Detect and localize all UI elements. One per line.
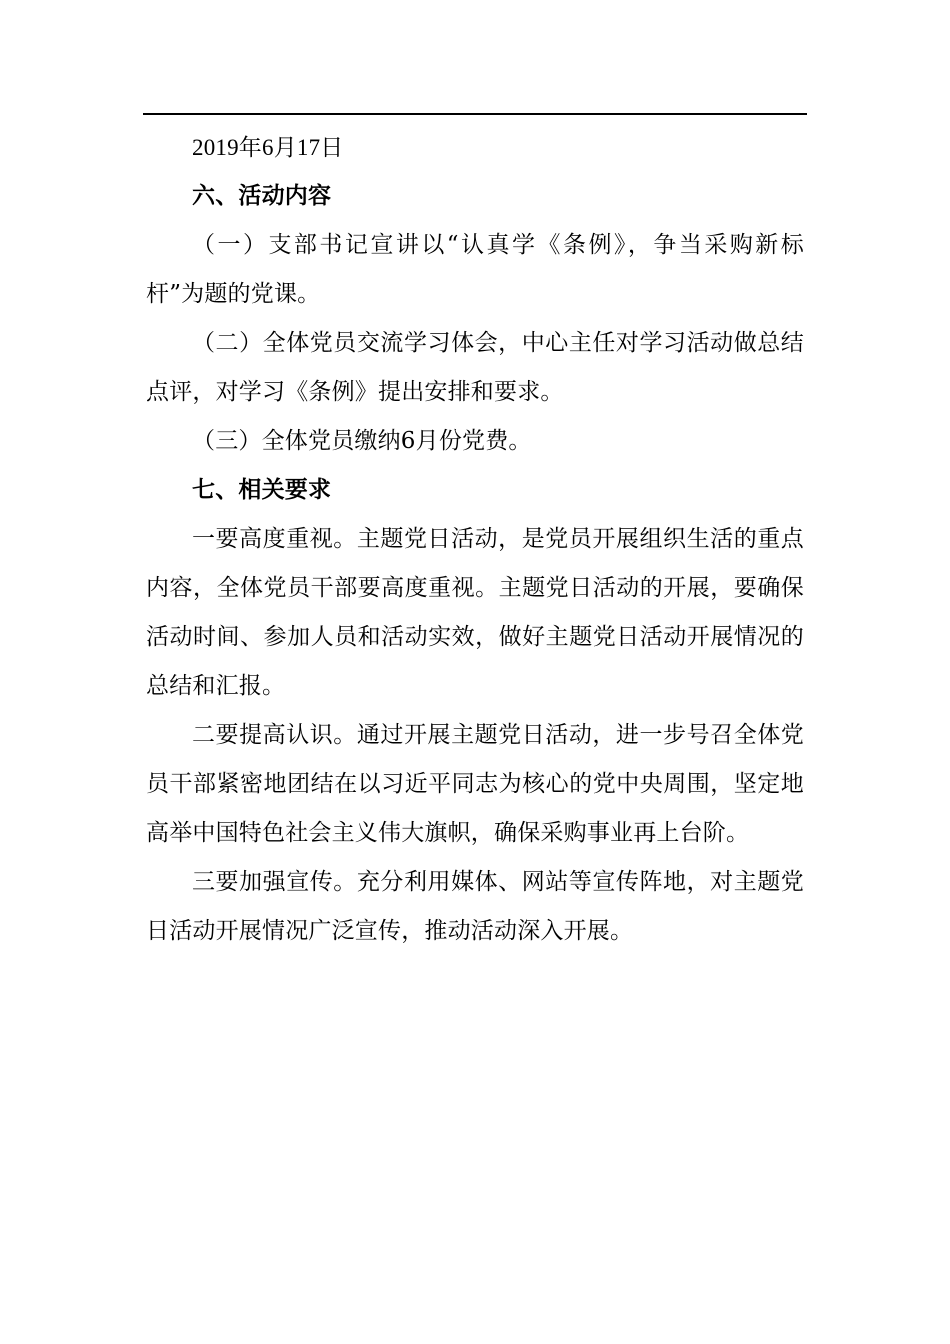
top-divider <box>143 113 807 115</box>
section-heading-activity-content: 六、活动内容 <box>192 183 332 209</box>
requirement-paragraph-2: 二要提高认识。通过开展主题党日活动，进一步号召全体党员干部紧密地团结在以习近平同志为核心的党中央周围，坚定地高举中国特色社会主义伟大旗帜，确保采购事业再上台阶。 <box>146 722 804 846</box>
activity-item-2: （二）全体党员交流学习体会，中心主任对学习活动做总结点评，对学习《条例》提出安排和要求。 <box>146 330 804 405</box>
requirement-paragraph-3: 三要加强宣传。充分利用媒体、网站等宣传阵地，对主题党日活动开展情况广泛宣传，推动活动深入开展。 <box>146 869 804 944</box>
document-body <box>146 123 804 956</box>
requirement-paragraph-1: 一要高度重视。主题党日活动，是党员开展组织生活的重点内容，全体党员干部要高度重视。主题党日活动的开展，要确保活动时间、参加人员和活动实效，做好主题党日活动开展情况的总结和汇报。 <box>146 526 804 699</box>
date-line: 2019年6月17日 <box>192 135 344 160</box>
activity-item-1: （一）支部书记宣讲以“认真学《条例》，争当采购新标杆”为题的党课。 <box>146 232 804 307</box>
activity-item-3: （三）全体党员缴纳6月份党费。 <box>192 428 532 454</box>
section-heading-requirements: 七、相关要求 <box>192 477 332 503</box>
